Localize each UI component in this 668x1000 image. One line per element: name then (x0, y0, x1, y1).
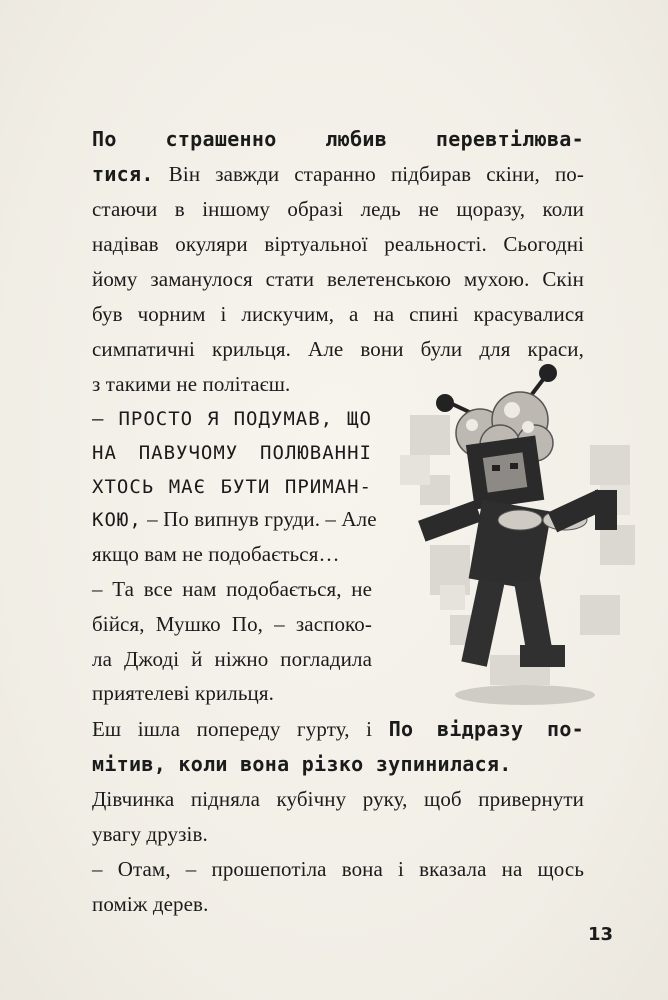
text-line: приятелеві крильця. (92, 681, 274, 705)
dialog-text: КОЮ, (92, 509, 142, 531)
text-line: стаючи в іншому образі ледь не щоразу, коли (92, 197, 584, 221)
text-line: ла Джоді й ніжно погладила (92, 647, 372, 671)
text-line: надівав окуляри віртуальної реальності. Сьогодні (92, 232, 584, 256)
emphasis-text: По страшенно любив перевтілюва- (92, 127, 584, 151)
text-line: був чорним і лискучим, а на спині красувалися (92, 302, 584, 326)
text-line: симпатичні крильця. Але вони були для краси, (92, 337, 584, 361)
text-line: Дівчинка підняла кубічну руку, щоб привернути (92, 787, 584, 811)
text-line (92, 749, 512, 779)
emphasis-text: По відразу по- (388, 717, 584, 741)
text-line (92, 124, 584, 154)
body-text: Він завжди старанно підбирав скіни, по- (153, 162, 584, 186)
dialog-line: ХТОСЬ МАЄ БУТИ ПРИМАН- (92, 476, 372, 498)
text-line: – Та все нам подобається, не (92, 577, 372, 601)
text-line: бійся, Мушко По, – заспоко- (92, 612, 372, 636)
text-line (92, 159, 584, 189)
text-line: поміж дерев. (92, 892, 209, 916)
text-line (92, 504, 377, 535)
fly-character-illustration (400, 355, 640, 715)
body-text: Еш ішла попереду гурту, і (92, 717, 389, 741)
text-line: з такими не політаєш. (92, 372, 291, 396)
page-number: 13 (588, 924, 614, 945)
dialog-line: – ПРОСТО Я ПОДУМАВ, ЩО (92, 408, 372, 430)
text-line: йому заманулося стати велетенською мухою. Скін (92, 267, 584, 291)
text-line: якщо вам не подобається… (92, 542, 340, 566)
emphasis-text: тися. (92, 162, 154, 186)
body-text: – По випнув груди. – Але (141, 507, 377, 531)
emphasis-text: мітив, коли вона різко зупинилася. (92, 752, 512, 776)
text-line: – Отам, – прошепотіла вона і вказала на щось (92, 857, 584, 881)
text-line: увагу друзів. (92, 822, 208, 846)
text-line (92, 714, 584, 744)
dialog-line: НА ПАВУЧОМУ ПОЛЮВАННІ (92, 442, 372, 464)
